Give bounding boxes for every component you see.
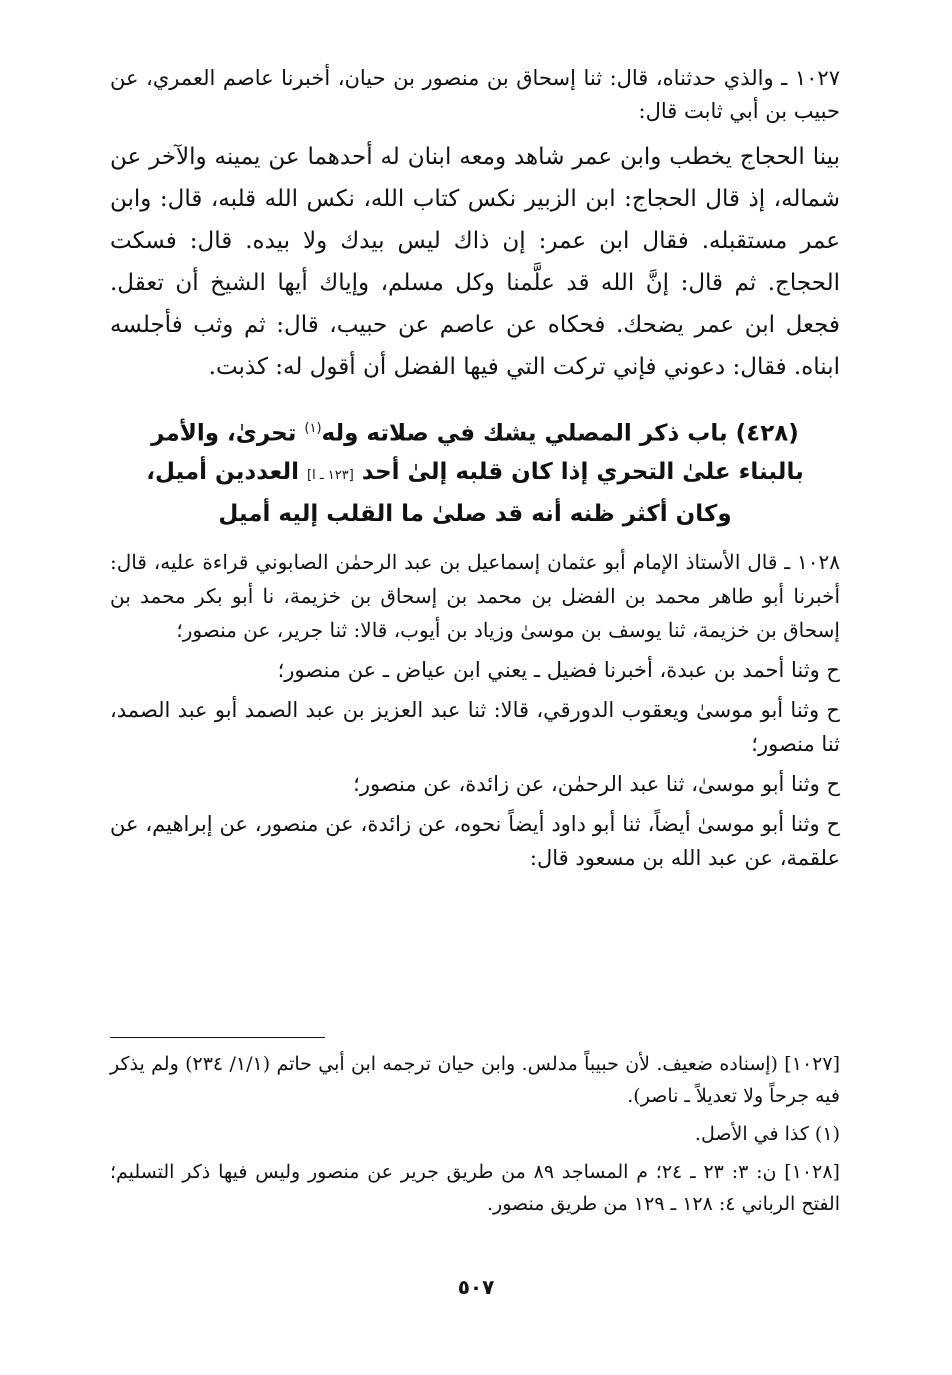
chapter-footnote-mark: (١) [304, 421, 322, 436]
chapter-heading [118, 410, 832, 533]
footnote-1: (١) كذا في الأصل. [694, 1123, 840, 1145]
chapter-title-part1: (٤٢٨) باب ذكر المصلي يشك في صلاته وله [321, 420, 799, 447]
footnote-divider [110, 1037, 325, 1038]
hadith-1027-intro: ١٠٢٧ ـ والذي حدثناه، قال: ثنا إسحاق بن منصور بن حيان، أخبرنا عاصم العمري، عن حبيب بن أبي ثابت قال: [110, 66, 840, 123]
page-number: ٥٠٧ [457, 1275, 495, 1299]
hadith-1028-chain-1: ح وثنا أحمد بن عبدة، أخبرنا فضيل ـ يعني ابن عياض ـ عن منصور؛ [277, 657, 840, 682]
footnotes [110, 1048, 840, 1226]
chapter-page-ref: [١٢٣ ـ ا] [307, 467, 354, 483]
page-body [110, 62, 840, 875]
footnote-1027: [١٠٢٧] (إسناده ضعيف. لأن حبيباً مدلس. وابن حيان ترجمه ابن أبي حاتم (١/١/ ٢٣٤) ولم يذكر فيه جرحاً ولا تعديلاً ـ ناصر). [110, 1053, 840, 1107]
hadith-1027-text: بينا الحجاج يخطب وابن عمر شاهد ومعه ابنان له أحدهما عن يمينه والآخر عن شماله، إذ قال الحجاج: ابن الزبير نكس كتاب الله، نكس الله قلبه، قال: وابن عمر مستقبله. فقال ابن عمر: إن ذاك ليس بيدك ولا بيده. قال: فسكت الحجاج. ثم قال: إنَّ الله قد علَّمنا وكل مسلم، وإياك أيها الشيخ أن تعقل. فجعل ابن عمر يضحك. فحكاه عن عاصم عن حبيب، قال: ثم وثب فأجلسه ابناه. فقال: دعوني فإني تركت التي فيها الفضل أن أقول له: كذبت. [110, 144, 840, 380]
footnote-1028: [١٠٢٨] ن: ٣: ٢٣ ـ ٢٤؛ م المساجد ٨٩ من طريق جرير عن منصور وليس فيها ذكر التسليم؛ الفتح الرباني ٤: ١٢٨ ـ ١٢٩ من طريق منصور. [110, 1161, 840, 1215]
hadith-1028-chain-3: ح وثنا أبو موسىٰ، ثنا عبد الرحمٰن، عن زائدة، عن منصور؛ [353, 771, 840, 796]
hadith-1028-chain-4: ح وثنا أبو موسىٰ أيضاً، ثنا أبو داود أيضاً نحوه، عن زائدة، عن منصور، عن إبراهيم، عن علقمة، عن عبد الله بن مسعود قال: [110, 811, 840, 870]
hadith-1028-intro: ١٠٢٨ ـ قال الأستاذ الإمام أبو عثمان إسماعيل بن عبد الرحمٰن الصابوني قراءة عليه، قال: أخبرنا أبو طاهر محمد بن الفضل بن محمد بن إسحاق بن خزيمة، نا أبو بكر محمد بن إسحاق بن خزيمة، ثنا يوسف بن موسىٰ وزياد بن أيوب، قالا: ثنا جرير، عن منصور؛ [110, 549, 840, 642]
chapter-title-part3: العددين أميل، وكان أكثر ظنه أنه قد صلىٰ ما القلب إليه أميل [146, 458, 732, 527]
hadith-1028-chain-2: ح وثنا أبو موسىٰ ويعقوب الدورقي، قالا: ثنا عبد العزيز بن عبد الصمد أبو عبد الصمد، ثنا منصور؛ [110, 697, 840, 756]
chapter-title-part2: تحرىٰ، والأمر بالبناء علىٰ التحري إذا كان قلبه إلىٰ أحد [151, 420, 804, 485]
